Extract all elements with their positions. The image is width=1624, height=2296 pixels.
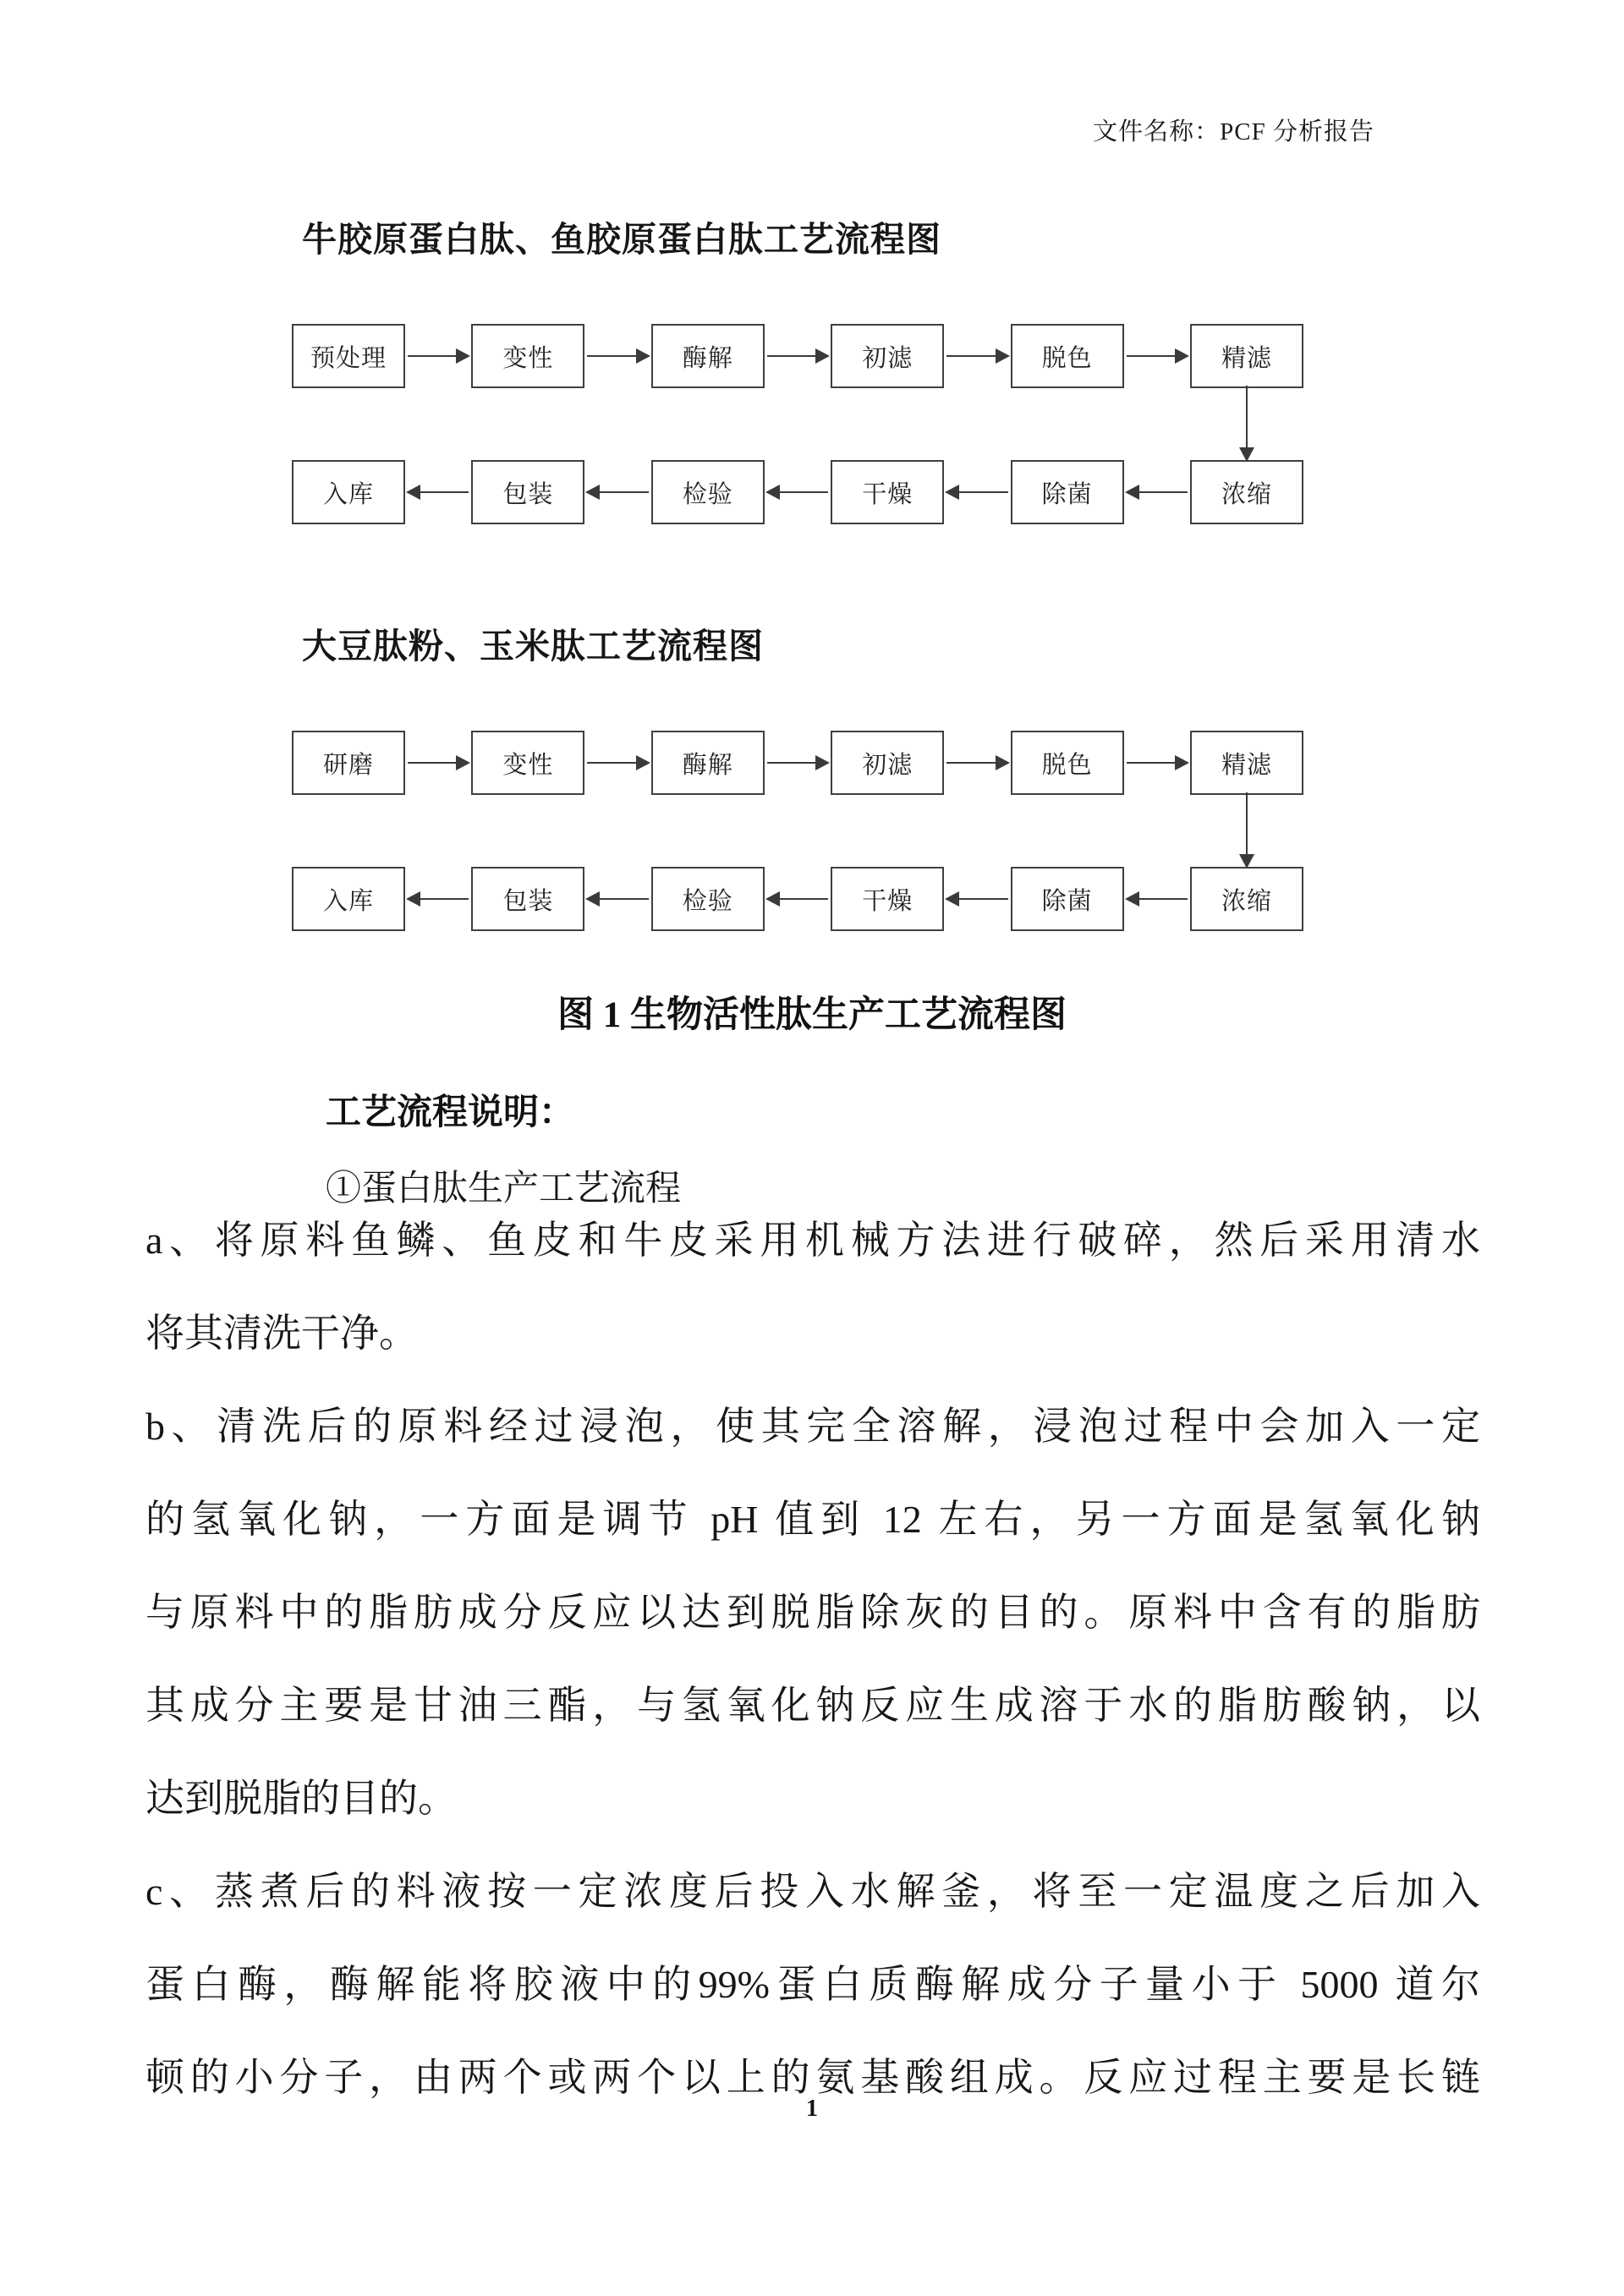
arrow-left-icon (587, 898, 648, 900)
flow-step-box (831, 731, 944, 795)
flow-step-box (471, 867, 584, 931)
flow-step-label: 脱色 (1041, 344, 1093, 372)
flow-step-label: 浓缩 (1221, 480, 1273, 508)
flow-step-box (292, 867, 405, 931)
flow-step-label: 检验 (682, 480, 733, 508)
flow-row-forward (292, 731, 1303, 795)
flow-step-box (471, 324, 584, 388)
arrow-left-icon (1127, 491, 1188, 493)
doc-title: 文件名称：PCF 分析报告 (1093, 118, 1374, 145)
body-line: 的氢氧化钠，一方面是调节 pH 值到 12 左右，另一方面是氢氧化钠 (145, 1498, 1480, 1541)
arrow-right-icon (1127, 762, 1188, 764)
flow-step-label: 干燥 (862, 480, 914, 508)
flow-step-box (471, 460, 584, 524)
flow-step-box (1011, 867, 1124, 931)
flow-step-box (831, 867, 944, 931)
arrow-left-icon (587, 491, 648, 493)
flow-step-box (1190, 460, 1303, 524)
arrow-left-icon (408, 491, 469, 493)
body-line: 达到脱脂的目的。 (145, 1777, 457, 1820)
arrow-left-icon (946, 898, 1007, 900)
flow-step-box (1011, 731, 1124, 795)
arrow-right-icon (587, 355, 648, 357)
arrow-right-icon (767, 355, 828, 357)
flow-row-connector (292, 795, 1303, 867)
body-line: 与原料中的脂肪成分反应以达到脱脂除灰的目的。原料中含有的脂肪 (145, 1591, 1480, 1634)
flow-step-label: 浓缩 (1221, 887, 1273, 915)
page-number: 1 (806, 2096, 818, 2122)
flow-step-label: 研磨 (322, 751, 374, 779)
flow-step-box (651, 731, 765, 795)
flow-step-label: 初滤 (862, 344, 914, 372)
flowchart-collagen-title: 牛胶原蛋白肽、鱼胶原蛋白肽工艺流程图 (302, 220, 941, 259)
flow-step-box (651, 460, 765, 524)
flow-step-label: 酶解 (682, 751, 733, 779)
body-line: 蛋白酶，酶解能将胶液中的99%蛋白质酶解成分子量小于 5000 道尔 (145, 1963, 1480, 2006)
arrow-left-icon (408, 898, 469, 900)
flow-step-label: 检验 (682, 887, 733, 915)
flow-step-box (1190, 867, 1303, 931)
flow-step-box (292, 460, 405, 524)
flow-step-label: 精滤 (1221, 751, 1273, 779)
flow-step-label: 酶解 (682, 344, 733, 372)
arrow-left-icon (767, 898, 828, 900)
flow-step-label: 除菌 (1041, 480, 1093, 508)
flowchart-collagen (292, 211, 1307, 524)
flow-step-label: 入库 (322, 887, 374, 915)
flow-step-box (1190, 731, 1303, 795)
arrow-down-icon (1246, 792, 1248, 867)
arrow-right-icon (767, 762, 828, 764)
arrow-right-icon (408, 762, 469, 764)
flow-step-label: 变性 (502, 751, 554, 779)
flow-step-box (292, 324, 405, 388)
flow-step-label: 脱色 (1041, 751, 1093, 779)
flowchart-soy-corn (292, 618, 1307, 931)
flow-row-connector (292, 388, 1303, 460)
flow-step-box (651, 867, 765, 931)
figure-caption: 图 1 生物活性肽生产工艺流程图 (557, 995, 1067, 1035)
flowchart-collagen-diagram (292, 324, 1303, 524)
page-header (0, 112, 1624, 147)
flow-step-box (471, 731, 584, 795)
arrow-left-icon (767, 491, 828, 493)
flow-row-backward (292, 460, 1303, 524)
flow-row-forward (292, 324, 1303, 388)
arrow-right-icon (587, 762, 648, 764)
body-text (145, 1194, 1480, 2124)
flow-step-label: 精滤 (1221, 344, 1273, 372)
flow-row-backward (292, 867, 1303, 931)
body-line: c、蒸煮后的料液按一定浓度后投入水解釜，将至一定温度之后加入 (145, 1870, 1480, 1913)
section-subheading: ①蛋白肽生产工艺流程 (326, 1170, 682, 1208)
arrow-down-icon (1246, 386, 1248, 460)
body-line: 顿的小分子，由两个或两个以上的氨基酸组成。反应过程主要是长链 (145, 2056, 1480, 2099)
flow-step-label: 包装 (502, 480, 554, 508)
body-line: a、将原料鱼鳞、鱼皮和牛皮采用机械方法进行破碎，然后采用清水 (145, 1219, 1480, 1262)
section-heading: 工艺流程说明： (326, 1093, 575, 1132)
flow-step-label: 除菌 (1041, 887, 1093, 915)
flowchart-soy-corn-title: 大豆肽粉、玉米肽工艺流程图 (302, 627, 764, 666)
body-line: b、清洗后的原料经过浸泡，使其完全溶解，浸泡过程中会加入一定 (145, 1405, 1480, 1448)
body-line: 其成分主要是甘油三酯，与氢氧化钠反应生成溶于水的脂肪酸钠，以 (145, 1684, 1480, 1727)
flow-step-box (651, 324, 765, 388)
flow-step-box (831, 460, 944, 524)
flow-step-box (292, 731, 405, 795)
flow-step-label: 入库 (322, 480, 374, 508)
arrow-right-icon (408, 355, 469, 357)
flowchart-soy-corn-diagram (292, 731, 1303, 931)
flow-step-box (1190, 324, 1303, 388)
flow-step-label: 预处理 (310, 344, 387, 372)
flow-step-box (831, 324, 944, 388)
flow-step-box (1011, 460, 1124, 524)
flow-step-label: 初滤 (862, 751, 914, 779)
arrow-right-icon (1127, 355, 1188, 357)
body-line: 将其清洗干净。 (145, 1312, 418, 1355)
arrow-left-icon (1127, 898, 1188, 900)
arrow-left-icon (946, 491, 1007, 493)
arrow-right-icon (946, 762, 1007, 764)
flow-step-label: 变性 (502, 344, 554, 372)
flow-step-box (1011, 324, 1124, 388)
arrow-right-icon (946, 355, 1007, 357)
flow-step-label: 包装 (502, 887, 554, 915)
flow-step-label: 干燥 (862, 887, 914, 915)
